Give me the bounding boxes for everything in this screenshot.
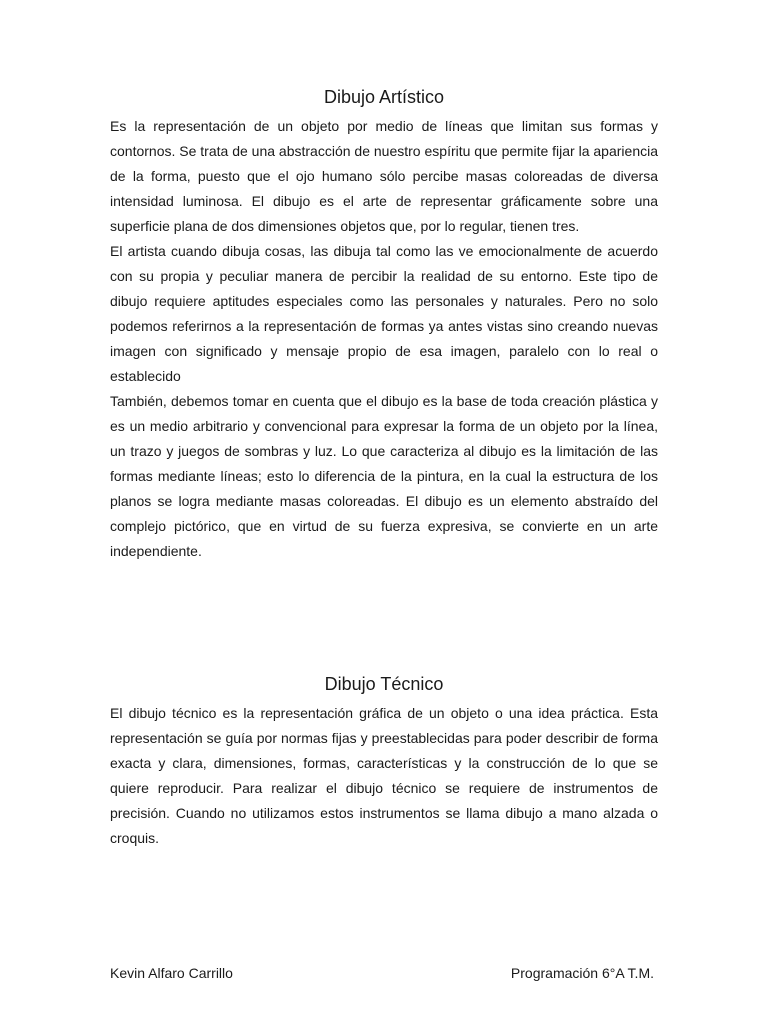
footer-course: Programación 6°A T.M. [510, 965, 654, 981]
section-title: Dibujo Técnico [324, 674, 444, 694]
paragraph: También, debemos tomar en cuenta que el dibujo es la base de toda creación plástica y es un medio arbitrario y convencional para expresar la forma de un objeto por la línea, un trazo y juegos de sombras y luz. Lo que caracteriza al dibujo es la limitación de las formas mediante líneas; esto lo diferencia de la pintura, en la cual la estructura de los planos se logra mediante masas coloreadas. El dibujo es un elemento abstraído del complejo pictórico, que en virtud de su fuerza expresiva, se convierte en un arte independiente. [110, 393, 658, 559]
footer-author: Kevin Alfaro Carrillo [110, 965, 233, 981]
section-dibujo-tecnico [110, 673, 658, 851]
paragraph: El dibujo técnico es la representación gráfica de un objeto o una idea práctica. Esta representación se guía por normas fijas y preestablecidas para poder describir de forma exacta y clara, dimensiones, formas, características y la construcción de lo que se quiere reproducir. Para realizar el dibujo técnico se requiere de instrumentos de precisión. Cuando no utilizamos estos instrumentos se llama dibujo a mano alzada o croquis. [110, 705, 658, 846]
paragraph: El artista cuando dibuja cosas, las dibuja tal como las ve emocionalmente de acuerdo con su propia y peculiar manera de percibir la realidad de su entorno. Este tipo de dibujo requiere aptitudes especiales como las personales y naturales. Pero no solo podemos referirnos a la representación de formas ya antes vistas sino creando nuevas imagen con significado y mensaje propio de esa imagen, paralelo con lo real o establecido [110, 243, 658, 384]
paragraph: Es la representación de un objeto por medio de líneas que limitan sus formas y contornos. Se trata de una abstracción de nuestro espíritu que permite fijar la apariencia de la forma, puesto que el ojo humano sólo percibe masas coloreadas de diversa intensidad luminosa. El dibujo es el arte de representar gráficamente sobre una superficie plana de dos dimensiones objetos que, por lo regular, tienen tres. [110, 118, 658, 234]
section-dibujo-artistico [110, 86, 658, 564]
section-title: Dibujo Artístico [323, 87, 445, 107]
